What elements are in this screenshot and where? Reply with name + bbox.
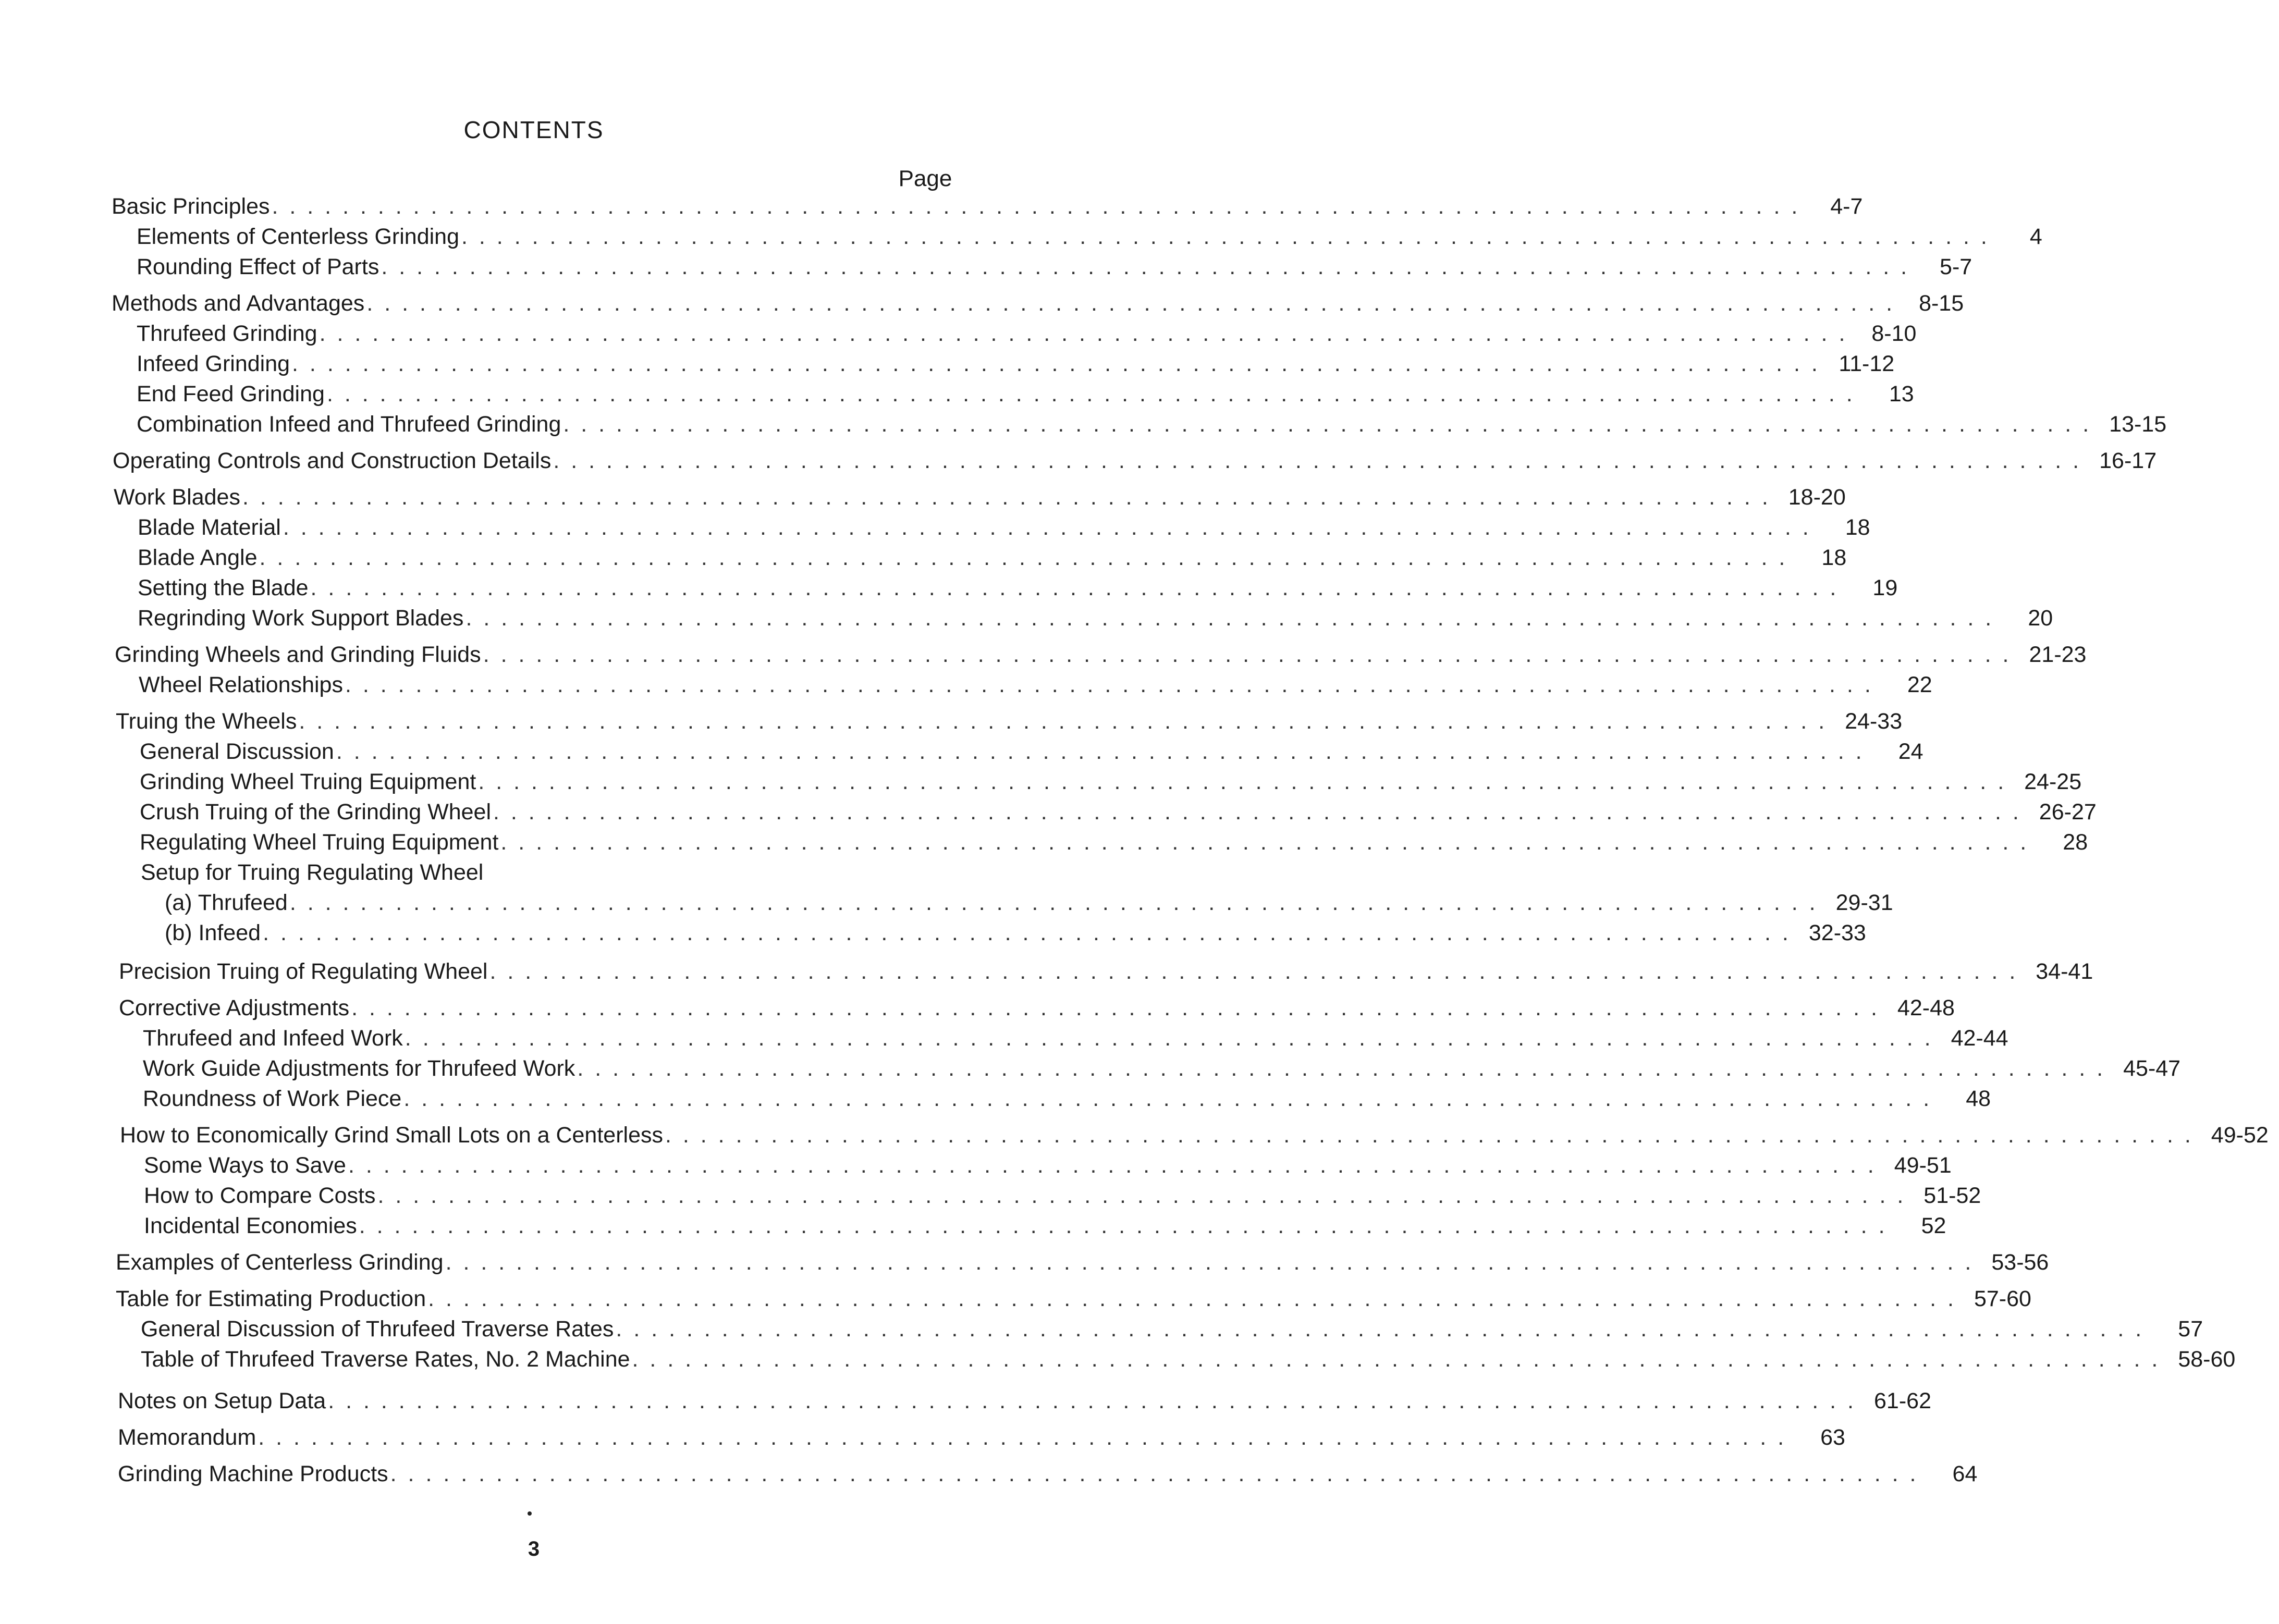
dot-leader: . . . . . . . . . . . . . . . . . . . . . . . . . . . . . . . . . . . . . . . . . . . . . . . . . . . . . . . . . . . . . . . . . . . . . . . . . . . . . . . . . . . . . . . bbox=[577, 1056, 2106, 1081]
dot-leader: . . . . . . . . . . . . . . . . . . . . . . . . . . . . . . . . . . . . . . . . . . . . . . . . . . . . . . . . . . . . . . . . . . . . . . . . . . . . . . . . . . . . . . . bbox=[478, 769, 2007, 794]
toc-entry bbox=[114, 485, 1846, 514]
toc-entry bbox=[116, 1250, 2049, 1279]
toc-entry bbox=[141, 1317, 2203, 1346]
dot-leader: . . . . . . . . . . . . . . . . . . . . . . . . . . . . . . . . . . . . . . . . . . . . . . . . . . . . . . . . . . . . . . . . . . . . . . . . . . . . . . . . . . . . . . . bbox=[283, 515, 1811, 540]
toc-entry bbox=[165, 890, 1893, 919]
toc-entry bbox=[118, 1425, 1845, 1454]
toc-entry bbox=[112, 194, 1863, 223]
toc-entry-page: 24-25 bbox=[2024, 769, 2082, 794]
toc-entry-page: 29-31 bbox=[1835, 890, 1893, 915]
toc-entry bbox=[139, 672, 1932, 702]
toc-entry bbox=[112, 291, 1964, 320]
dot-leader: . . . . . . . . . . . . . . . . . . . . . . . . . . . . . . . . . . . . . . . . . . . . . . . . . . . . . . . . . . . . . . . . . . . . . . . . . . . . . . . . . . . . . . . bbox=[263, 920, 1791, 945]
toc-entry-label: Methods and Advantages bbox=[112, 291, 365, 316]
toc-entry-label: Grinding Machine Products bbox=[118, 1461, 388, 1486]
dot-leader: . . . . . . . . . . . . . . . . . . . . . . . . . . . . . . . . . . . . . . . . . . . . . . . . . . . . . . . . . . . . . . . . . . . . . . . . . . . . . . . . . . . . . . . bbox=[563, 412, 2092, 437]
toc-entry-label: Elements of Centerless Grinding bbox=[137, 224, 460, 249]
toc-entry-page: 19 bbox=[1872, 575, 1898, 600]
dot-leader: . . . . . . . . . . . . . . . . . . . . . . . . . . . . . . . . . . . . . . . . . . . . . . . . . . . . . . . . . . . . . . . . . . . . . . . . . . . . . . . . . . . . . . . bbox=[326, 382, 1855, 407]
toc-entry-page: 21-23 bbox=[2029, 642, 2087, 667]
toc-entry-label: Crush Truing of the Grinding Wheel bbox=[140, 799, 491, 825]
toc-entry-page: 61-62 bbox=[1874, 1388, 1931, 1413]
toc-entry-label: Corrective Adjustments bbox=[119, 995, 350, 1020]
toc-entry bbox=[141, 860, 975, 889]
toc-entry-page: 5-7 bbox=[1940, 254, 1972, 279]
toc-entry bbox=[137, 382, 1914, 411]
toc-entry bbox=[116, 709, 1903, 738]
toc-entry-label: (a) Thrufeed bbox=[165, 890, 288, 915]
dot-leader: . . . . . . . . . . . . . . . . . . . . . . . . . . . . . . . . . . . . . . . . . . . . . . . . . . . . . . . . . . . . . . . . . . . . . . . . . . . . . . . . . . . . . . . bbox=[405, 1026, 1933, 1051]
dot-leader: . . . . . . . . . . . . . . . . . . . . . . . . . . . . . . . . . . . . . . . . . . . . . . . . . . . . . . . . . . . . . . . . . . . . . . . . . . . . . . . . . . . . . . . bbox=[483, 642, 2012, 667]
toc-entry-page: 22 bbox=[1907, 672, 1932, 697]
toc-entry-page: 48 bbox=[1966, 1086, 1991, 1111]
toc-entry bbox=[137, 321, 1917, 350]
toc-entry-label: Basic Principles bbox=[112, 194, 270, 219]
dot-leader: . . . . . . . . . . . . . . . . . . . . . . . . . . . . . . . . . . . . . . . . . . . . . . . . . . . . . . . . . . . . . . . . . . . . . . . . . . . . . . . . . . . . . . . bbox=[500, 830, 2029, 855]
dot-leader: . . . . . . . . . . . . . . . . . . . . . . . . . . . . . . . . . . . . . . . . . . . . . . . . . . . . . . . . . . . . . . . . . . . . . . . . . . . . . . . . . . . . . . . bbox=[319, 321, 1848, 346]
toc-entry bbox=[165, 920, 1866, 950]
dot-leader: . . . . . . . . . . . . . . . . . . . . . . . . . . . . . . . . . . . . . . . . . . . . . . . . . . . . . . . . . . . . . . . . . . . . . . . . . . . . . . . . . . . . . . . bbox=[428, 1286, 1956, 1311]
toc-entry-label: Precision Truing of Regulating Wheel bbox=[119, 959, 488, 984]
toc-entry-label: Table for Estimating Production bbox=[116, 1286, 426, 1311]
toc-entry bbox=[140, 739, 1923, 768]
toc-entry bbox=[144, 1153, 1952, 1182]
toc-entry bbox=[140, 830, 2088, 859]
toc-entry bbox=[137, 351, 1895, 380]
toc-entry-label: Examples of Centerless Grinding bbox=[116, 1250, 444, 1275]
toc-entry-page: 28 bbox=[2063, 830, 2088, 855]
toc-entry-label: Notes on Setup Data bbox=[118, 1388, 326, 1413]
toc-entry bbox=[140, 769, 2082, 798]
toc-entry-page: 26-27 bbox=[2039, 799, 2097, 825]
toc-entry-label: Memorandum bbox=[118, 1425, 256, 1450]
toc-entry-page: 16-17 bbox=[2099, 448, 2157, 473]
toc-entry-page: 13 bbox=[1889, 382, 1914, 407]
toc-entry-page: 63 bbox=[1820, 1425, 1845, 1450]
dot-leader: . . . . . . . . . . . . . . . . . . . . . . . . . . . . . . . . . . . . . . . . . . . . . . . . . . . . . . . . . . . . . . . . . . . . . . . . . . . . . . . . . . . . . . . bbox=[258, 1425, 1787, 1450]
toc-entry-label: Blade Material bbox=[138, 515, 281, 540]
toc-entry bbox=[118, 1388, 1931, 1418]
toc-entry-page: 49-51 bbox=[1894, 1153, 1952, 1178]
toc-entry-page: 11-12 bbox=[1839, 351, 1895, 376]
dot-leader: . . . . . . . . . . . . . . . . . . . . . . . . . . . . . . . . . . . . . . . . . . . . . . . . . . . . . . . . . . . . . . . . . . . . . . . . . . . . . . . . . . . . . . . bbox=[461, 224, 1990, 249]
toc-entry bbox=[120, 1123, 2269, 1152]
toc-entry-label: (b) Infeed bbox=[165, 920, 261, 945]
toc-entry-label: Some Ways to Save bbox=[144, 1153, 346, 1178]
toc-entry-page: 58-60 bbox=[2178, 1347, 2236, 1372]
dot-leader: . . . . . . . . . . . . . . . . . . . . . . . . . . . . . . . . . . . . . . . . . . . . . . . . . . . . . . . . . . . . . . . . . . . . . . . . . . . . . . . . . . . . . . . bbox=[272, 194, 1800, 219]
toc-entry-label: Setting the Blade bbox=[138, 575, 309, 600]
toc-entry-label: Operating Controls and Construction Details bbox=[113, 448, 552, 473]
toc-entry-label: How to Compare Costs bbox=[144, 1183, 376, 1208]
toc-entry-page: 20 bbox=[2028, 606, 2053, 631]
toc-entry bbox=[143, 1086, 1991, 1115]
toc-entry bbox=[119, 959, 2093, 988]
toc-entry-page: 32-33 bbox=[1808, 920, 1866, 945]
dot-leader: . . . . . . . . . . . . . . . . . . . . . . . . . . . . . . . . . . . . . . . . . . . . . . . . . . . . . . . . . . . . . . . . . . . . . . . . . . . . . . . . . . . . . . . bbox=[292, 351, 1820, 376]
toc-entry-label: How to Economically Grind Small Lots on a Centerless bbox=[120, 1123, 663, 1148]
toc-entry-label: Grinding Wheels and Grinding Fluids bbox=[115, 642, 481, 667]
dot-leader: . . . . . . . . . . . . . . . . . . . . . . . . . . . . . . . . . . . . . . . . . . . . . . . . . . . . . . . . . . . . . . . . . . . . . . . . . . . . . . . . . . . . . . . bbox=[381, 254, 1910, 279]
page-column-header: Page bbox=[898, 166, 952, 191]
footer-mark bbox=[528, 1511, 532, 1516]
toc-entry-label: End Feed Grinding bbox=[137, 382, 325, 407]
dot-leader: . . . . . . . . . . . . . . . . . . . . . . . . . . . . . . . . . . . . . . . . . . . . . . . . . . . . . . . . . . . . . . . . . . . . . . . . . . . . . . . . . . . . . . . bbox=[553, 448, 2082, 473]
contents-title: CONTENTS bbox=[463, 116, 604, 143]
dot-leader: . . . . . . . . . . . . . . . . . . . . . . . . . . . . . . . . . . . . . . . . . . . . . . . . . . . . . . . . . . . . . . . . . . . . . . . . . . . . . . . . . . . . . . . bbox=[366, 291, 1895, 316]
toc-entry-page: 49-52 bbox=[2211, 1123, 2269, 1148]
dot-leader: . . . . . . . . . . . . . . . . . . . . . . . . . . . . . . . . . . . . . . . . . . . . . . . . . . . . . . . . . . . . . . . . . . . . . . . . . . . . . . . . . . . . . . . bbox=[465, 606, 1994, 631]
toc-entry-page: 24-33 bbox=[1845, 709, 1903, 734]
dot-leader: . . . . . . . . . . . . . . . . . . . . . . . . . . . . . . . . . . . . . . . . . . . . . . . . . . . . . . . . . . . . . . . . . . . . . . . . . . . . . . . . . . . . . . . bbox=[328, 1388, 1856, 1413]
toc-entry-page: 18 bbox=[1821, 545, 1847, 570]
dot-leader: . . . . . . . . . . . . . . . . . . . . . . . . . . . . . . . . . . . . . . . . . . . . . . . . . . . . . . . . . . . . . . . . . . . . . . . . . . . . . . . . . . . . . . . bbox=[390, 1461, 1919, 1486]
toc-entry-page: 51-52 bbox=[1923, 1183, 1981, 1208]
toc-entry-page: 52 bbox=[1921, 1213, 1946, 1238]
toc-entry-label: Truing the Wheels bbox=[116, 709, 297, 734]
toc-entry-label: Thrufeed Grinding bbox=[137, 321, 317, 346]
toc-entry-label: Work Guide Adjustments for Thrufeed Work bbox=[143, 1056, 575, 1081]
toc-entry bbox=[138, 575, 1898, 605]
dot-leader: . . . . . . . . . . . . . . . . . . . . . . . . . . . . . . . . . . . . . . . . . . . . . . . . . . . . . . . . . . . . . . . . . . . . . . . . . . . . . . . . . . . . . . . bbox=[489, 959, 2018, 984]
toc-entry bbox=[113, 448, 2157, 477]
toc-entry-page: 18 bbox=[1845, 515, 1870, 540]
toc-entry bbox=[137, 412, 2167, 441]
dot-leader: . . . . . . . . . . . . . . . . . . . . . . . . . . . . . . . . . . . . . . . . . . . . . . . . . . . . . . . . . . . . . . . . . . . . . . . . . . . . . . . . . . . . . . . bbox=[299, 709, 1828, 734]
toc-entry-label: General Discussion of Thrufeed Traverse Rates bbox=[141, 1317, 614, 1342]
dot-leader: . . . . . . . . . . . . . . . . . . . . . . . . . . . . . . . . . . . . . . . . . . . . . . . . . . . . . . . . . . . . . . . . . . . . . . . . . . . . . . . . . . . . . . . bbox=[359, 1213, 1888, 1238]
toc-entry-page: 57-60 bbox=[1974, 1286, 2031, 1311]
toc-entry-label: Combination Infeed and Thrufeed Grinding bbox=[137, 412, 561, 437]
toc-entry-label: Wheel Relationships bbox=[139, 672, 343, 697]
toc-entry-page: 42-44 bbox=[1951, 1026, 2008, 1051]
toc-entry-label: Regrinding Work Support Blades bbox=[138, 606, 464, 631]
toc-entry-label: Regulating Wheel Truing Equipment bbox=[140, 830, 499, 855]
toc-entry-label: Grinding Wheel Truing Equipment bbox=[140, 769, 476, 794]
toc-entry-page: 13-15 bbox=[2109, 412, 2167, 437]
toc-entry-label: General Discussion bbox=[140, 739, 334, 764]
dot-leader: . . . . . . . . . . . . . . . . . . . . . . . . . . . . . . . . . . . . . . . . . . . . . . . . . . . . . . . . . . . . . . . . . . . . . . . . . . . . . . . . . . . . . . . bbox=[632, 1347, 2161, 1372]
toc-entry-label: Setup for Truing Regulating Wheel bbox=[141, 860, 484, 885]
toc-entry bbox=[118, 1461, 1978, 1491]
toc-entry bbox=[138, 606, 2053, 635]
toc-entry-page: 64 bbox=[1952, 1461, 1978, 1486]
dot-leader: . . . . . . . . . . . . . . . . . . . . . . . . . . . . . . . . . . . . . . . . . . . . . . . . . . . . . . . . . . . . . . . . . . . . . . . . . . . . . . . . . . . . . . . bbox=[351, 995, 1880, 1020]
toc-entry bbox=[115, 642, 2087, 671]
toc-entry-label: Blade Angle bbox=[138, 545, 258, 570]
dot-leader: . . . . . . . . . . . . . . . . . . . . . . . . . . . . . . . . . . . . . . . . . . . . . . . . . . . . . . . . . . . . . . . . . . . . . . . . . . . . . . . . . . . . . . . bbox=[348, 1153, 1877, 1178]
toc-entry-label: Table of Thrufeed Traverse Rates, No. 2 Machine bbox=[141, 1347, 630, 1372]
dot-leader: . . . . . . . . . . . . . . . . . . . . . . . . . . . . . . . . . . . . . . . . . . . . . . . . . . . . . . . . . . . . . . . . . . . . . . . . . . . . . . . . . . . . . . . bbox=[242, 485, 1771, 510]
toc-entry-label: Infeed Grinding bbox=[137, 351, 290, 376]
dot-leader: . . . . . . . . . . . . . . . . . . . . . . . . . . . . . . . . . . . . . . . . . . . . . . . . . . . . . . . . . . . . . . . . . . . . . . . . . . . . . . . . . . . . . . . bbox=[310, 575, 1839, 600]
dot-leader: . . . . . . . . . . . . . . . . . . . . . . . . . . . . . . . . . . . . . . . . . . . . . . . . . . . . . . . . . . . . . . . . . . . . . . . . . . . . . . . . . . . . . . . bbox=[665, 1123, 2194, 1148]
toc-entry-page: 42-48 bbox=[1897, 995, 1955, 1020]
dot-leader: . . . . . . . . . . . . . . . . . . . . . . . . . . . . . . . . . . . . . . . . . . . . . . . . . . . . . . . . . . . . . . . . . . . . . . . . . . . . . . . . . . . . . . . bbox=[403, 1086, 1932, 1111]
toc-entry-page: 4-7 bbox=[1830, 194, 1863, 219]
toc-entry-label: Thrufeed and Infeed Work bbox=[143, 1026, 403, 1051]
dot-leader: . . . . . . . . . . . . . . . . . . . . . . . . . . . . . . . . . . . . . . . . . . . . . . . . . . . . . . . . . . . . . . . . . . . . . . . . . . . . . . . . . . . . . . . bbox=[289, 890, 1818, 915]
toc-entry-label: Roundness of Work Piece bbox=[143, 1086, 402, 1111]
toc-entry bbox=[144, 1213, 1946, 1242]
dot-leader: . . . . . . . . . . . . . . . . . . . . . . . . . . . . . . . . . . . . . . . . . . . . . . . . . . . . . . . . . . . . . . . . . . . . . . . . . . . . . . . . . . . . . . . bbox=[616, 1317, 2145, 1342]
dot-leader: . . . . . . . . . . . . . . . . . . . . . . . . . . . . . . . . . . . . . . . . . . . . . . . . . . . . . . . . . . . . . . . . . . . . . . . . . . . . . . . . . . . . . . . bbox=[259, 545, 1788, 570]
toc-entry-label: Work Blades bbox=[114, 485, 240, 510]
toc-entry bbox=[116, 1286, 2031, 1315]
dot-leader: . . . . . . . . . . . . . . . . . . . . . . . . . . . . . . . . . . . . . . . . . . . . . . . . . . . . . . . . . . . . . . . . . . . . . . . . . . . . . . . . . . . . . . . bbox=[445, 1250, 1974, 1275]
toc-entry-page: 34-41 bbox=[2036, 959, 2093, 984]
toc-entry-page: 57 bbox=[2178, 1317, 2203, 1342]
toc-entry bbox=[143, 1056, 2181, 1085]
dot-leader: . . . . . . . . . . . . . . . . . . . . . . . . . . . . . . . . . . . . . . . . . . . . . . . . . . . . . . . . . . . . . . . . . . . . . . . . . . . . . . . . . . . . . . . bbox=[493, 799, 2021, 825]
toc-entry-page: 53-56 bbox=[1991, 1250, 2049, 1275]
dot-leader: . . . . . . . . . . . . . . . . . . . . . . . . . . . . . . . . . . . . . . . . . . . . . . . . . . . . . . . . . . . . . . . . . . . . . . . . . . . . . . . . . . . . . . . bbox=[377, 1183, 1906, 1208]
dot-leader: . . . . . . . . . . . . . . . . . . . . . . . . . . . . . . . . . . . . . . . . . . . . . . . . . . . . . . . . . . . . . . . . . . . . . . . . . . . . . . . . . . . . . . . bbox=[345, 672, 1873, 697]
toc-entry bbox=[138, 545, 1847, 574]
toc-entry bbox=[138, 515, 1870, 544]
toc-entry-page: 18-20 bbox=[1788, 485, 1846, 510]
toc-entry-page: 24 bbox=[1898, 739, 1923, 764]
toc-entry bbox=[143, 1026, 2008, 1055]
toc-entry bbox=[140, 799, 2097, 829]
toc-entry-page: 8-10 bbox=[1871, 321, 1917, 346]
toc-entry-page: 45-47 bbox=[2123, 1056, 2181, 1081]
toc-entry bbox=[137, 254, 1972, 284]
toc-entry bbox=[141, 1347, 2236, 1376]
toc-entry-label: Rounding Effect of Parts bbox=[137, 254, 379, 279]
dot-leader: . . . . . . . . . . . . . . . . . . . . . . . . . . . . . . . . . . . . . . . . . . . . . . . . . . . . . . . . . . . . . . . . . . . . . . . . . . . . . . . . . . . . . . . bbox=[336, 739, 1865, 764]
toc-entry-page: 8-15 bbox=[1919, 291, 1964, 316]
toc-entry bbox=[119, 995, 1955, 1025]
toc-entry-page: 4 bbox=[2029, 224, 2042, 249]
toc-entry bbox=[144, 1183, 1981, 1212]
toc-entry bbox=[137, 224, 2042, 253]
page-number: 3 bbox=[528, 1537, 540, 1560]
toc-entry-label: Incidental Economies bbox=[144, 1213, 357, 1238]
